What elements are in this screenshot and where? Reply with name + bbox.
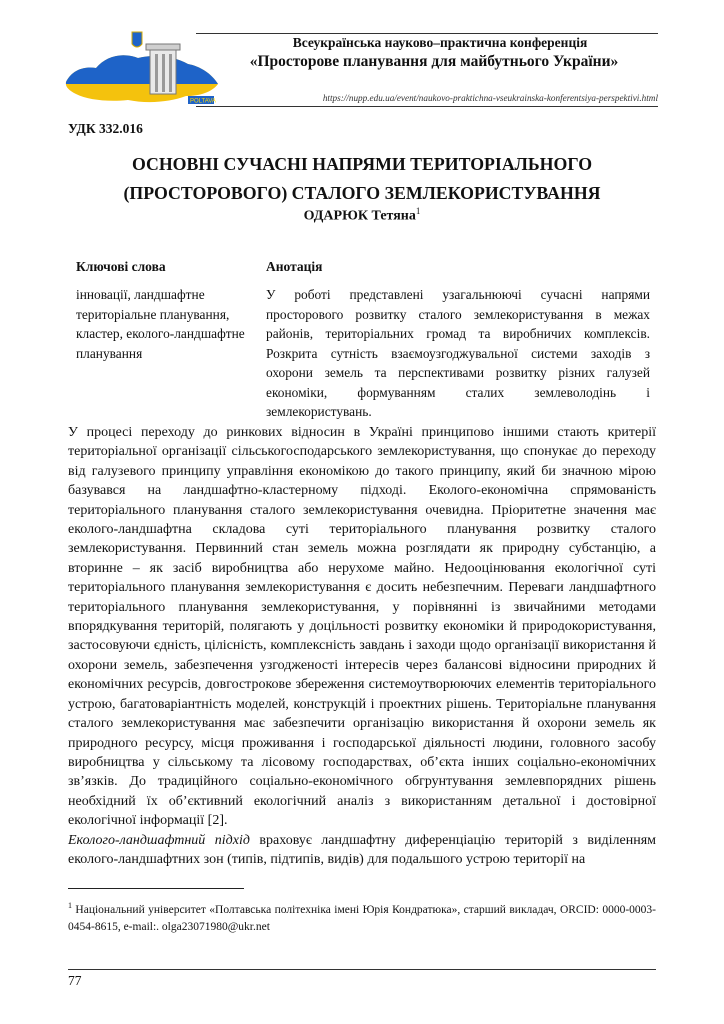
keywords-text: інновації, ландшафтне територіальне планування, кластер, еколого-ландшафтне планування	[76, 287, 245, 361]
paper-title	[62, 150, 662, 208]
conference-url-link[interactable]: https://nupp.edu.ua/event/naukovo-praktichna-vseukrainska-konferentsiya-perspektivi.html	[322, 93, 658, 103]
conference-title-line2: «Просторове планування для майбутнього України»	[249, 53, 619, 70]
footnote-mark: 1	[68, 901, 72, 910]
footnote	[68, 897, 656, 936]
author-footnote-mark: 1	[415, 206, 421, 216]
page-number: 77	[68, 973, 82, 988]
page-footer-rule	[68, 969, 656, 970]
svg-text:POLTAVA: POLTAVA	[190, 98, 216, 105]
udk-code: УДК 332.016	[68, 121, 143, 136]
conference-title-line1: Всеукраїнська науково–практична конференція	[292, 35, 588, 50]
annotation-heading: Анотація	[266, 259, 323, 274]
conference-logo	[62, 30, 222, 108]
header-rule-top	[196, 33, 658, 34]
body-tail-text: враховує ландшафтну диференціацію територій з виділенням еколого-ландшафтних зон (типів, підтипів, видів) для подальшого устрою території на	[68, 832, 656, 867]
body-paragraph-1: У процесі переходу до ринкових відносин в Україні принципово іншими стають критерії територіальної організації сільськогосподарського землекористування, що спонукає до переходу від галузевого принципу управління економікою до такого принципу, який би значною мірою базувався на ландшафтно-кластерному підході. Еколого-економічна спрямованість територіального планування сталого землекористування очевидна. Пріоритетне значення має еколого-ландшафтна складова суті територіального планування розвитку сталого землекористування. Первинний стан земель можна розглядати як природну субстанцію, а вторинне – як засіб виробництва або нерухоме майно. Недооцінювання екологічної суті територіального планування землекористування є досить небезпечним. Переваги ландшафтного територіального планування землекористування, у порівнянні із звичайними методами впорядкування територій, полягають у доцільності розвитку економіки й природокористування, застосовуючи єдність, цілісність, комплексність завдань і заходи щодо організації використання й охорони земель, забезпечення узгодженості інтересів через балансові відносини природних й економічних ресурсів, довгострокове збереження системоутворюючих елементів територіального устрою, багатоваріантність моделей, конструкцій і проектних рішень. Територіальне планування сталого землекористування має забезпечити організацію використання й охорони земель як природного ресурсу, місця проживання і господарської діяльності людини, головного засобу виробництва у сільському та лісовому господарствах, об’єкта інших соціально-економічних зв’язків. До традиційного соціально-економічного обгрунтування землевпорядних рішень необхідний їх об’єктивний екологічний аналіз з використанням детальної і достовірної екологічної інформації [2].	[68, 425, 656, 829]
keywords-heading: Ключові слова	[76, 259, 166, 274]
annotation-text: У роботі представлені узагальнюючі сучасні напрями просторового розвитку сталого землекористування в межах районів, територіальних громад та виробничих комплексів. Розкрита сутність взаємоузгоджувальної системи заходів з охорони земель та перспективами розвитку різних галузей економіки, формуванням сталих землеволодінь і землекористувань.	[266, 287, 650, 419]
footnote-rule	[68, 888, 244, 889]
paper-title-line1: ОСНОВНІ СУЧАСНІ НАПРЯМИ ТЕРИТОРІАЛЬНОГО	[131, 154, 593, 174]
header-rule-bottom	[196, 106, 658, 107]
paper-title-line2: (ПРОСТОРОВОГО) СТАЛОГО ЗЕМЛЕКОРИСТУВАННЯ	[123, 183, 601, 203]
footnote-text: Національний університет «Полтавська політехніка імені Юрія Кондратюка», старший викладач, ORCID: 0000-0003-0454-8615, e-mail:. olga23071980@ukr.net	[68, 903, 656, 933]
body-italic-term: Еколого-ландшафтний підхід	[68, 832, 250, 848]
author-name	[62, 206, 662, 225]
author-name-text: ОДАРЮК Тетяна	[303, 208, 416, 224]
body-text	[68, 423, 656, 869]
body-paragraph-2	[68, 831, 656, 870]
